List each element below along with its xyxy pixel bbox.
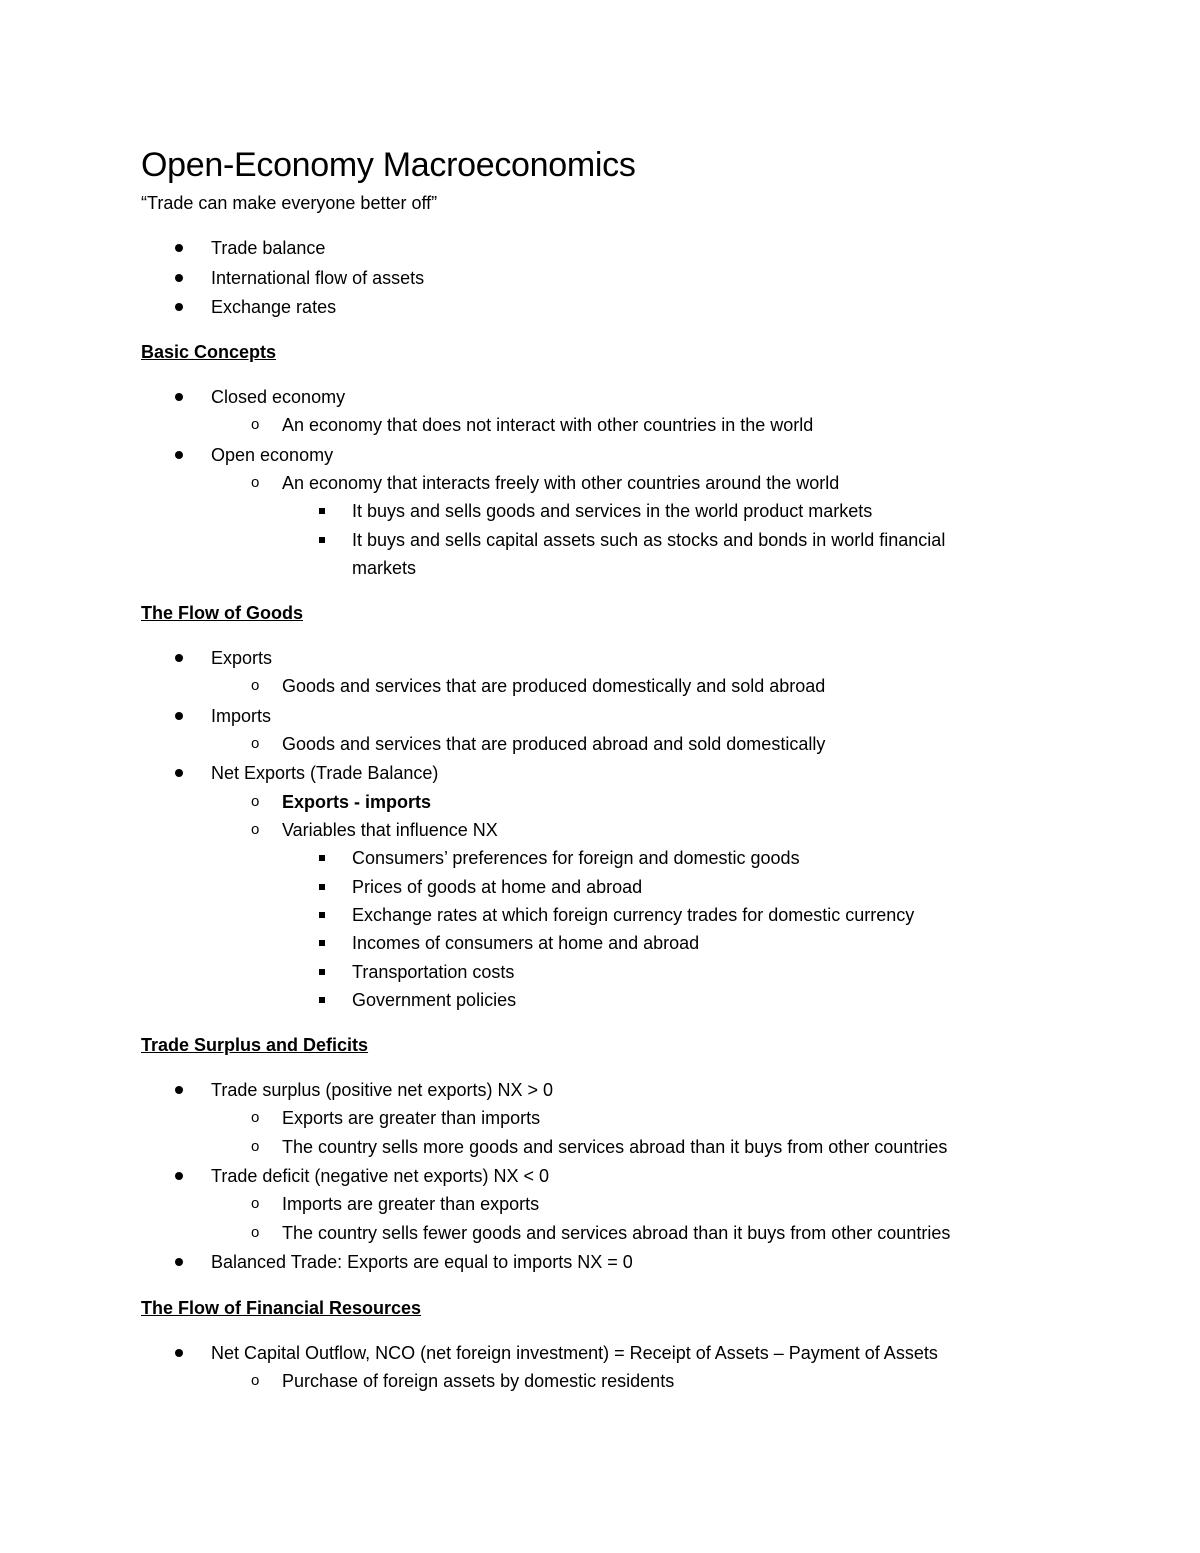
list-item: Exchange rates at which foreign currency trades for domestic currency xyxy=(352,903,914,927)
section-heading-trade-surplus: Trade Surplus and Deficits xyxy=(141,1035,369,1055)
list-item: International flow of assets xyxy=(211,266,424,290)
square-bullet-icon xyxy=(319,969,325,975)
square-bullet-icon xyxy=(319,912,325,918)
list-item: o An economy that interacts freely with other countries around the world xyxy=(251,473,840,493)
circle-bullet-icon: o xyxy=(251,1195,260,1212)
section-heading-flow-of-goods: The Flow of Goods xyxy=(141,603,303,623)
list-item: Open economy xyxy=(211,443,333,467)
list-item: Closed economy xyxy=(211,385,345,409)
list-item: Balanced Trade: Exports are equal to imports NX = 0 xyxy=(211,1250,633,1274)
list-item: Exchange rates xyxy=(211,295,336,319)
list-item: Net Exports (Trade Balance) xyxy=(211,761,438,785)
bullet-icon xyxy=(175,1172,183,1180)
list-item: o An economy that does not interact with other countries in the world xyxy=(251,415,814,435)
list-item: Government policies xyxy=(352,988,516,1012)
list-item: o Imports are greater than exports xyxy=(251,1194,540,1214)
list-item: Exports xyxy=(211,646,272,670)
section-heading-basic-concepts: Basic Concepts xyxy=(141,342,277,362)
circle-bullet-icon: o xyxy=(251,1138,260,1155)
bullet-icon xyxy=(175,712,183,720)
bullet-icon xyxy=(175,274,183,282)
square-bullet-icon xyxy=(319,940,325,946)
page-subtitle-quote: “Trade can make everyone better off” xyxy=(141,193,438,213)
list-item: o Goods and services that are produced abroad and sold domestically xyxy=(251,734,826,754)
list-item: o The country sells fewer goods and services abroad than it buys from other countries xyxy=(251,1223,951,1243)
list-item: Incomes of consumers at home and abroad xyxy=(352,931,699,955)
bullet-icon xyxy=(175,1086,183,1094)
list-item-continuation: markets xyxy=(352,558,417,578)
circle-bullet-icon: o xyxy=(251,677,260,694)
bullet-icon xyxy=(175,393,183,401)
list-item: Imports xyxy=(211,704,271,728)
list-item: Net Capital Outflow, NCO (net foreign investment) = Receipt of Assets – Payment of Assets xyxy=(211,1341,938,1365)
square-bullet-icon xyxy=(319,855,325,861)
list-item: o Exports are greater than imports xyxy=(251,1108,541,1128)
page-title: Open-Economy Macroeconomics xyxy=(141,146,636,184)
list-item: It buys and sells capital assets such as stocks and bonds in world financial xyxy=(352,528,945,552)
list-item: Trade deficit (negative net exports) NX < 0 xyxy=(211,1164,549,1188)
square-bullet-icon xyxy=(319,537,325,543)
list-item: Trade surplus (positive net exports) NX > 0 xyxy=(211,1078,553,1102)
bullet-icon xyxy=(175,244,183,252)
circle-bullet-icon: o xyxy=(251,1224,260,1241)
bullet-icon xyxy=(175,303,183,311)
bullet-icon xyxy=(175,654,183,662)
circle-bullet-icon: o xyxy=(251,735,260,752)
circle-bullet-icon: o xyxy=(251,1109,260,1126)
list-item: Prices of goods at home and abroad xyxy=(352,875,642,899)
list-item: It buys and sells goods and services in the world product markets xyxy=(352,499,872,523)
circle-bullet-icon: o xyxy=(251,1372,260,1389)
list-item: Consumers’ preferences for foreign and domestic goods xyxy=(352,846,800,870)
list-item: o Variables that influence NX xyxy=(251,820,498,840)
bullet-icon xyxy=(175,1349,183,1357)
circle-bullet-icon: o xyxy=(251,474,260,491)
circle-bullet-icon: o xyxy=(251,416,260,433)
list-item: o The country sells more goods and services abroad than it buys from other countries xyxy=(251,1137,948,1157)
section-heading-flow-of-financial-resources: The Flow of Financial Resources xyxy=(141,1298,422,1318)
circle-bullet-icon: o xyxy=(251,821,260,838)
square-bullet-icon xyxy=(319,508,325,514)
list-item: o Purchase of foreign assets by domestic residents xyxy=(251,1371,675,1391)
bullet-icon xyxy=(175,1258,183,1266)
list-item: o Goods and services that are produced domestically and sold abroad xyxy=(251,676,826,696)
nx-formula: Exports - imports xyxy=(282,792,432,812)
circle-bullet-icon: o xyxy=(251,793,260,810)
bullet-icon xyxy=(175,451,183,459)
list-item xyxy=(251,790,432,814)
list-item: Trade balance xyxy=(211,236,325,260)
square-bullet-icon xyxy=(319,884,325,890)
bullet-icon xyxy=(175,769,183,777)
square-bullet-icon xyxy=(319,997,325,1003)
list-item: Transportation costs xyxy=(352,960,514,984)
